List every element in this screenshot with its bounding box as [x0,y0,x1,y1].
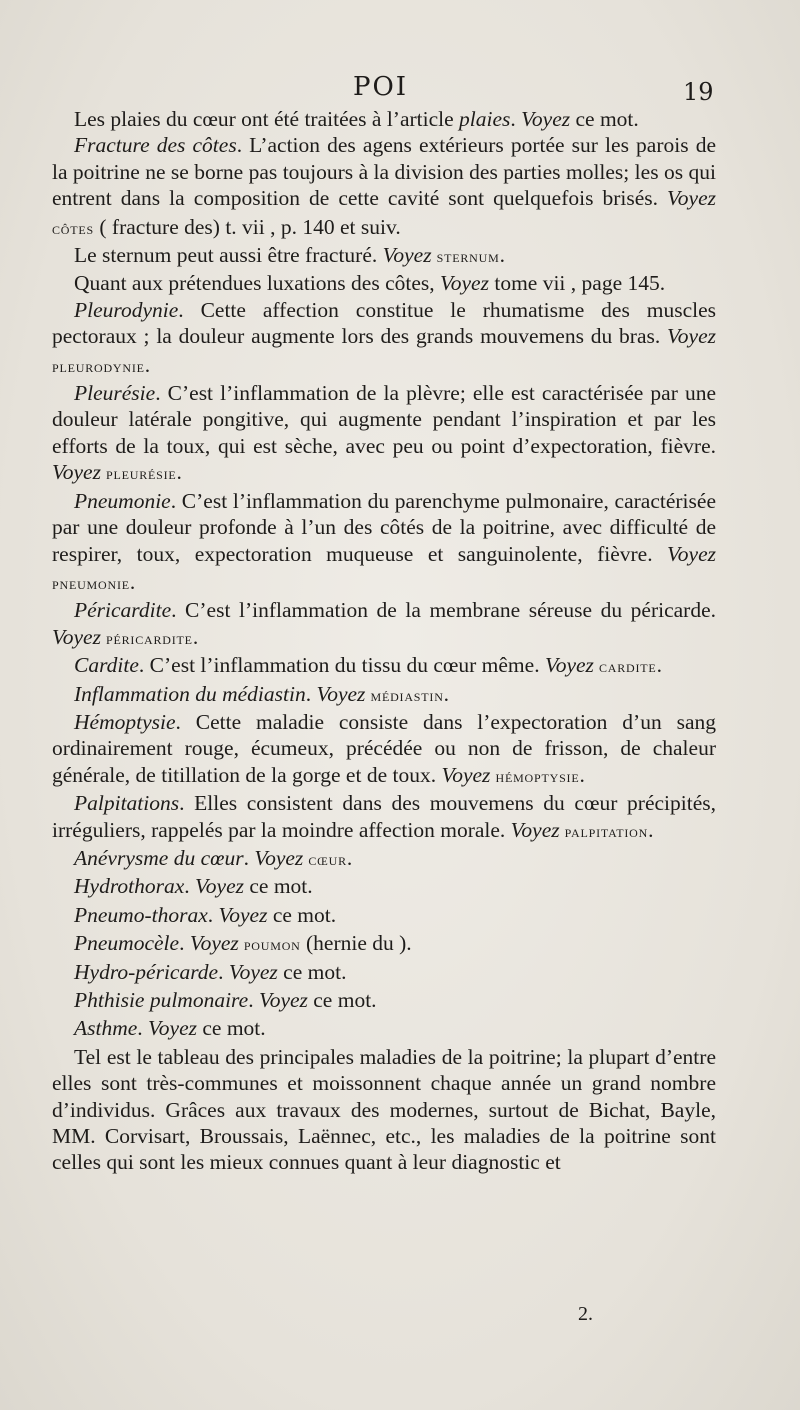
paragraph [52,132,716,242]
entry-text: . [510,107,522,131]
list-item [52,902,716,930]
entry-term: Pleurésie [74,381,156,406]
entry-text: ce mot. [197,1016,266,1041]
voyez-reference: Voyez [52,460,101,485]
paragraph [52,597,716,652]
closing-paragraph: Tel est le tableau des principales maladies de la poitrine; la plupart d’entre elles sont très-communes et moissonnent chaque année un grand nombre d’individus. Grâces aux travaux des modernes, surtout de Bichat, Bayle, MM. Corvisart, Broussais, Laënnec, etc., les maladies de la poitrine sont celles qui sont les mieux connues quant à leur diagnostic et [52,1044,716,1175]
entry-term: Phthisie pulmonaire [74,988,249,1012]
cross-reference-target: cardite [593,657,657,677]
list-item [52,930,716,958]
cross-reference-target: sternum [431,247,500,267]
voyez-reference: Voyez [667,324,716,349]
cross-reference-target: pleurodynie [52,356,145,376]
paragraph [52,681,716,709]
entry-term: Anévrysme du cœur [74,845,244,870]
entry-text: ce mot. [570,107,639,131]
paragraph [52,790,716,845]
entry-term: Inflammation du médiastin [74,681,306,706]
entry-text: Quant aux prétendues luxations des côtes, [74,271,441,296]
entry-text: . [144,352,151,377]
voyez-reference: Voyez [667,186,716,211]
entry-term: Péricardite [74,598,172,623]
voyez-reference: Voyez [189,931,239,956]
voyez-reference: Voyez [544,653,594,678]
entry-text: . [579,762,585,787]
entry-text: . L’action des agens extérieurs portée sur les parois de la poitrine ne se borne pas toujours à la division des parties molles; les os qui entrent dans la composition de cette cavité sont quelquefois brisés. [52,133,716,211]
entry-text: . [184,874,196,899]
entry-term: Asthme [74,1016,138,1041]
voyez-reference: Voyez [440,271,489,296]
entry-text: . [346,845,353,870]
running-head: POI [353,72,409,102]
list-item [52,845,716,873]
cross-reference-target: côtes [52,218,95,238]
entry-text: . [218,959,229,984]
entry-text: . [648,817,654,842]
entry-text: . [243,845,255,870]
entry-text: . C’est l’inflammation du tissu du cœur même. [138,653,545,678]
entry-text: ce mot. [243,874,313,899]
cross-reference-target: hémoptysie [490,766,580,786]
paragraph [52,106,716,132]
paragraph [52,297,716,380]
entry-term: Pleurodynie [74,297,179,322]
paragraph [52,652,716,680]
cross-reference-target: médiastin [365,685,444,705]
signature-mark: 2. [578,1303,593,1325]
list-item [52,1015,716,1043]
entry-text: . [207,902,219,927]
cross-reference-target: poumon [238,935,301,955]
entry-text: . [176,460,182,485]
entry-term: Hydro-péricarde [74,959,219,984]
entry-text: . Elles consistent dans des mouvemens du cœur précipités, irréguliers, rappelés par la moindre affection morale. [52,791,716,842]
paragraph [52,709,716,790]
cross-reference-list [52,845,716,1044]
entry-text: . [305,681,317,706]
entry-term: Fracture des côtes [74,133,237,158]
entry-term: Pneumocèle [74,931,180,956]
entry-text: . C’est l’inflammation du parenchyme pulmonaire, caractérisée par une douleur profonde à l’un des côtés de la poitrine, avec difficulté de respirer, toux, expectoration muqueuse et sanguinolente, fièvre. [52,488,716,566]
page-number: 19 [683,78,714,106]
paragraph [52,488,716,598]
voyez-reference: Voyez [52,624,101,649]
paragraph [52,242,716,270]
list-item [52,873,716,901]
entry-text: ( fracture des) t. vii , p. 140 et suiv. [94,214,401,239]
entry-term: Hémoptysie [74,709,176,734]
cross-reference-target: pleurésie [100,464,177,484]
paragraph-group [52,106,716,845]
paragraph [52,380,716,488]
entry-term: Palpitations [74,791,180,816]
entry-text: . [129,569,136,594]
voyez-reference: Voyez [441,762,491,787]
voyez-reference: Voyez [521,107,571,131]
voyez-reference: Voyez [218,902,268,927]
cross-reference-target: péricardite [100,628,193,648]
entry-text: ce mot. [307,988,377,1012]
entry-text: . C’est l’inflammation de la plèvre; elle est caractérisée par une douleur latérale pongitive, qui augmente pendant l’inspiration et par les efforts de la toux, qui est sèche, avec peu ou point d’expectoration, fièvre. [52,381,716,458]
page-body [52,106,716,1176]
entry-text: . [248,988,259,1012]
entry-text: . [179,931,190,956]
entry-term: plaies [459,107,511,131]
voyez-reference: Voyez [228,959,278,984]
entry-text: (hernie du ). [300,931,412,956]
voyez-reference: Voyez [195,874,244,899]
voyez-reference: Voyez [254,845,304,870]
entry-text: Le sternum peut aussi être fracturé. [74,243,383,268]
cross-reference-target: cœur [303,849,347,869]
entry-text: . [656,653,662,678]
entry-term: Pneumo-thorax [74,902,208,927]
list-item [52,987,716,1015]
entry-text: . Cette affection constitue le rhumatisme des muscles pectoraux ; la douleur augmente lors des grands mouvemens du bras. [52,297,716,349]
cross-reference-target: pneumonie [52,573,130,593]
entry-text: ce mot. [267,902,337,927]
voyez-reference: Voyez [382,243,432,268]
entry-term: Pneumonie [74,488,171,513]
entry-term: Cardite [74,653,139,678]
entry-text: Les plaies du cœur ont été traitées à l’article [74,107,460,131]
voyez-reference: Voyez [258,988,308,1012]
cross-reference-target: palpitation [559,821,649,841]
voyez-reference: Voyez [667,541,716,566]
entry-text: . [137,1016,149,1041]
voyez-reference: Voyez [148,1016,197,1041]
list-item [52,959,716,987]
entry-text: . [192,624,199,649]
entry-text: . [443,681,450,706]
voyez-reference: Voyez [316,681,366,706]
entry-text: tome vii , page 145. [488,271,666,296]
entry-term: Hydrothorax [74,874,185,899]
entry-text: . Cette maladie consiste dans l’expectoration d’un sang ordinairement rouge, écumeux, précédée ou non de frisson, de chaleur générale, de titillation de la gorge et de toux. [52,709,716,787]
voyez-reference: Voyez [510,817,560,842]
entry-text: ce mot. [277,959,347,984]
entry-text: . C’est l’inflammation de la membrane séreuse du péricarde. [171,598,716,623]
paragraph [52,270,716,296]
entry-text: . [499,243,505,268]
